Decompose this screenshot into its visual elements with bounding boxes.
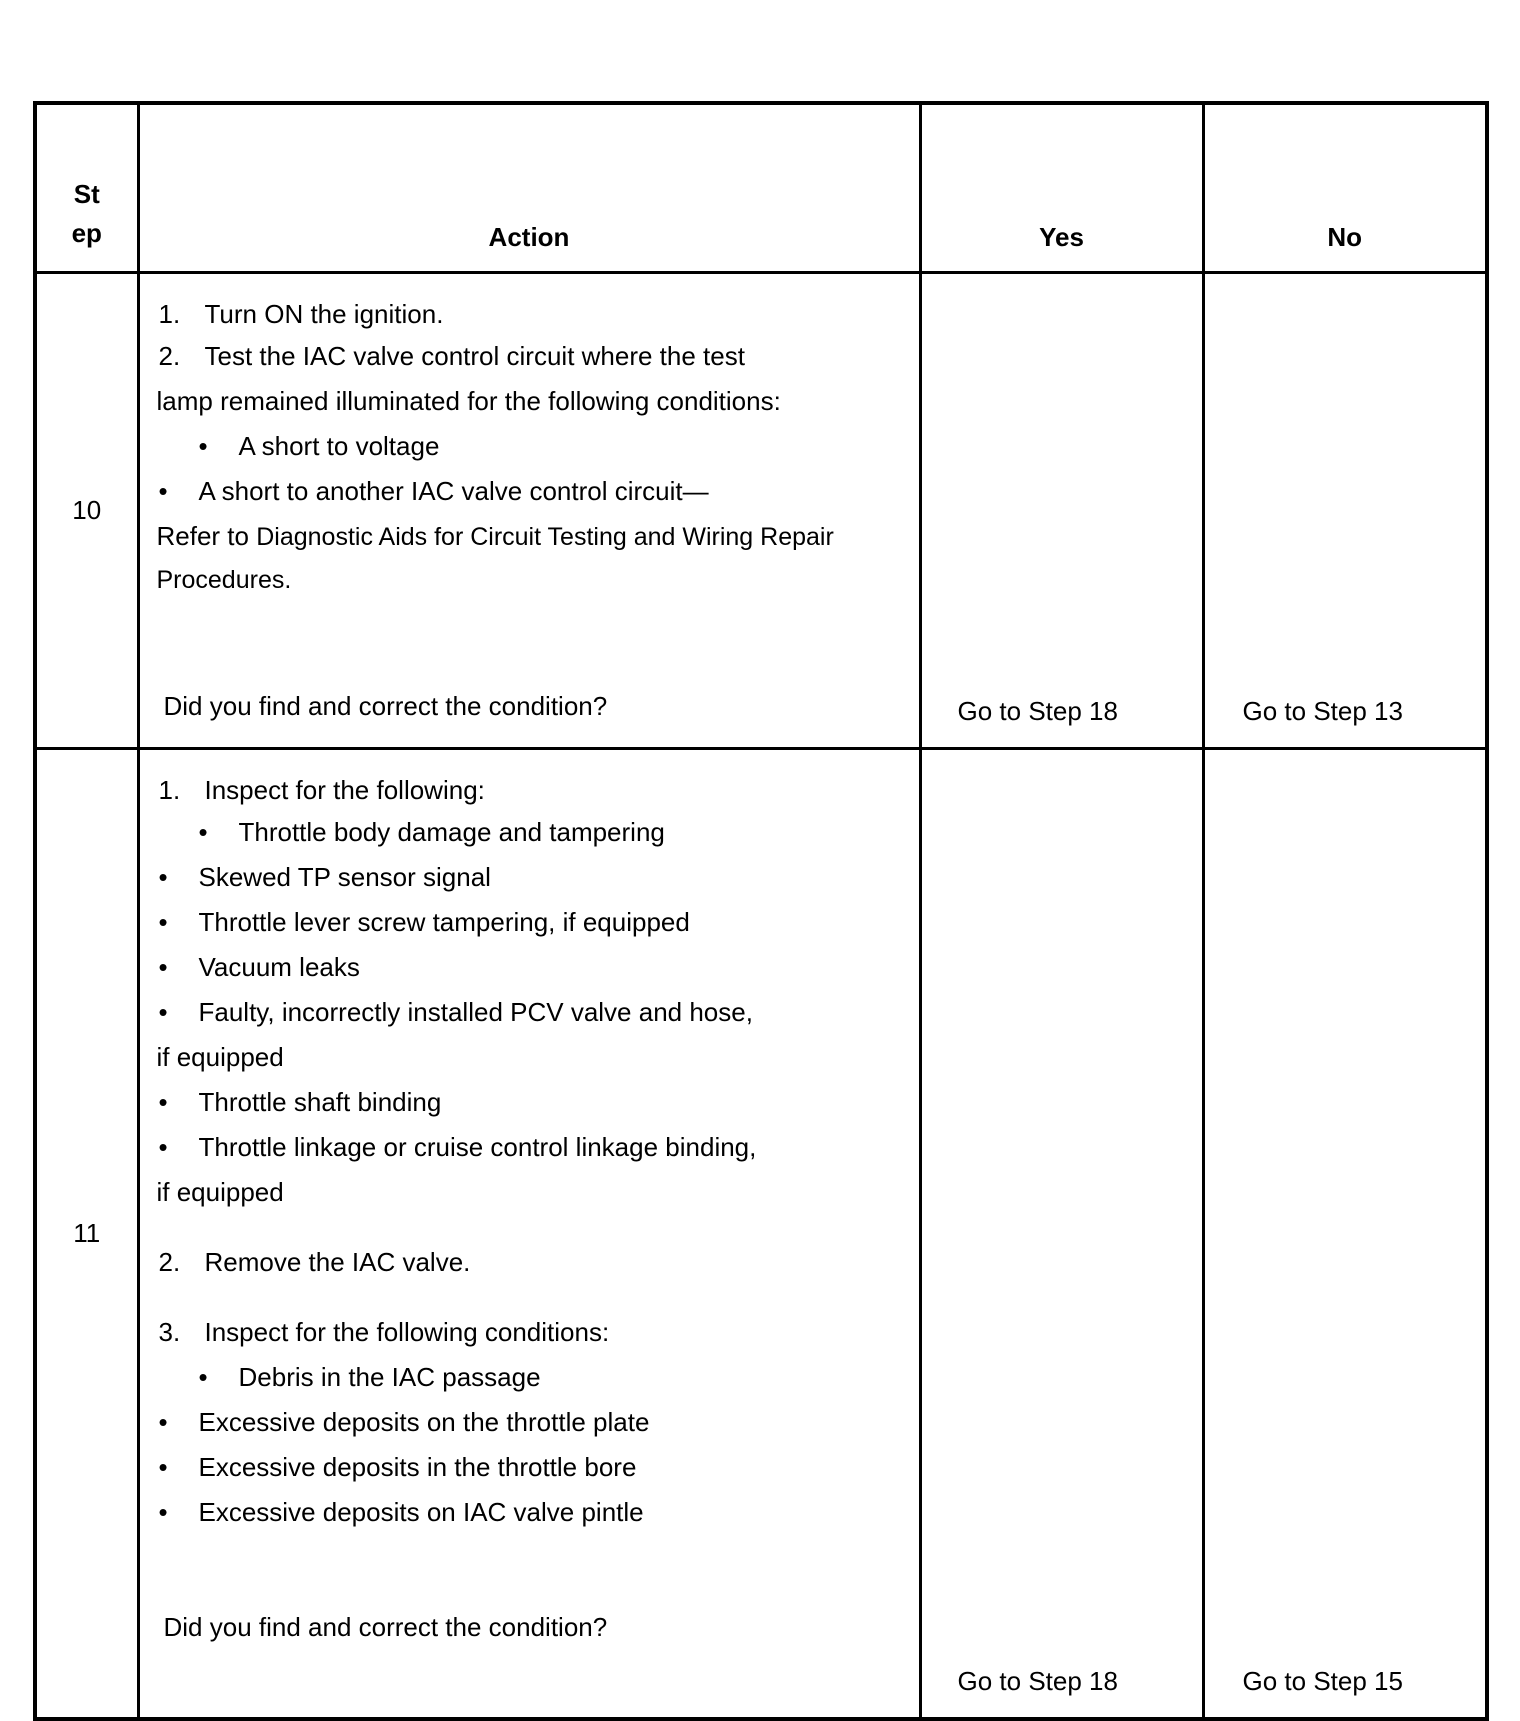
action-text: A short to another IAC valve control circuit— [198, 476, 709, 506]
header-no: No [1203, 103, 1487, 273]
list-number: 1. [158, 775, 181, 805]
action-text: A short to voltage [238, 431, 440, 461]
action-text: Remove the IAC valve. [204, 1247, 471, 1277]
yes-link[interactable]: Go to Step 18 [957, 696, 1118, 726]
action-text: if equipped [156, 1042, 284, 1072]
list-number: 2. [158, 1247, 181, 1277]
action-line [157, 810, 919, 855]
action-line [157, 945, 919, 990]
action-line [157, 1170, 919, 1215]
action-line [157, 1035, 919, 1080]
yes-cell [920, 273, 1203, 749]
action-line [157, 900, 919, 945]
bullet: • [158, 1407, 168, 1437]
action-line [157, 469, 919, 514]
step-number: 11 [35, 749, 138, 1719]
action-text: lamp remained illuminated for the following conditions: [156, 386, 781, 416]
action-line [157, 770, 919, 810]
action-text: Debris in the IAC passage [238, 1362, 541, 1392]
question-text: Did you find and correct the condition? [163, 691, 608, 721]
header-action: Action [138, 103, 920, 273]
no-cell [1203, 273, 1487, 749]
action-text: Throttle shaft binding [198, 1087, 442, 1117]
action-text: Inspect for the following: [204, 775, 485, 805]
bullet: • [158, 907, 168, 937]
refer-prefix: Refer to [156, 521, 249, 551]
bullet: • [198, 1362, 208, 1392]
action-line [157, 559, 919, 599]
header-row [35, 103, 1487, 273]
bullet: • [158, 476, 168, 506]
header-step-line1: St [73, 179, 100, 209]
bullet: • [158, 1132, 168, 1162]
action-line [157, 855, 919, 900]
diagnostic-table [33, 101, 1489, 1721]
action-line [157, 379, 919, 424]
no-link[interactable]: Go to Step 15 [1242, 1665, 1403, 1696]
bullet: • [158, 952, 168, 982]
action-line [157, 1490, 919, 1535]
action-text: Throttle linkage or cruise control linkage binding, [198, 1132, 757, 1162]
yes-cell [920, 749, 1203, 1719]
action-text: Test the IAC valve control circuit where the test [204, 341, 745, 371]
action-text: Inspect for the following conditions: [204, 1317, 610, 1347]
action-text: Vacuum leaks [198, 952, 360, 982]
action-line [157, 1355, 919, 1400]
action-text: Faulty, incorrectly installed PCV valve and hose, [198, 997, 753, 1027]
action-line [157, 1310, 919, 1355]
action-text: Throttle body damage and tampering [238, 817, 665, 847]
reference-link: Diagnostic Aids for Circuit Testing and Wiring Repair [256, 523, 834, 551]
list-number: 1. [158, 299, 181, 329]
bullet: • [198, 431, 208, 461]
action-cell [138, 749, 920, 1719]
question-text: Did you find and correct the condition? [163, 1612, 608, 1642]
action-line [157, 1400, 919, 1445]
action-line [157, 1445, 919, 1490]
list-number: 2. [158, 341, 181, 371]
bullet: • [198, 817, 208, 847]
reference-link: Procedures. [156, 566, 292, 594]
action-text: Throttle lever screw tampering, if equipped [198, 907, 690, 937]
table-row-step-10 [35, 273, 1487, 749]
action-line [157, 1125, 919, 1170]
header-yes: Yes [920, 103, 1203, 273]
step-number: 10 [35, 273, 138, 749]
action-text: if equipped [156, 1177, 284, 1207]
action-line [157, 1240, 919, 1285]
action-text: Excessive deposits on IAC valve pintle [198, 1497, 644, 1527]
list-number: 3. [158, 1317, 181, 1347]
action-text: Excessive deposits in the throttle bore [198, 1452, 637, 1482]
action-line [157, 294, 919, 334]
action-text: Turn ON the ignition. [204, 299, 444, 329]
bullet: • [158, 1452, 168, 1482]
action-line [157, 334, 919, 379]
no-cell [1203, 749, 1487, 1719]
action-text: Excessive deposits on the throttle plate [198, 1407, 650, 1437]
action-line [157, 1080, 919, 1125]
bullet: • [158, 1087, 168, 1117]
action-text: Skewed TP sensor signal [198, 862, 491, 892]
action-line [157, 990, 919, 1035]
bullet: • [158, 1497, 168, 1527]
action-line [157, 424, 919, 469]
bullet: • [158, 997, 168, 1027]
no-link[interactable]: Go to Step 13 [1242, 696, 1403, 726]
table-row-step-11 [35, 749, 1487, 1719]
header-step-line2: ep [71, 218, 102, 248]
bullet: • [158, 862, 168, 892]
action-cell [138, 273, 920, 749]
header-step [35, 103, 138, 273]
action-line [157, 514, 919, 559]
yes-link[interactable]: Go to Step 18 [957, 1665, 1118, 1696]
